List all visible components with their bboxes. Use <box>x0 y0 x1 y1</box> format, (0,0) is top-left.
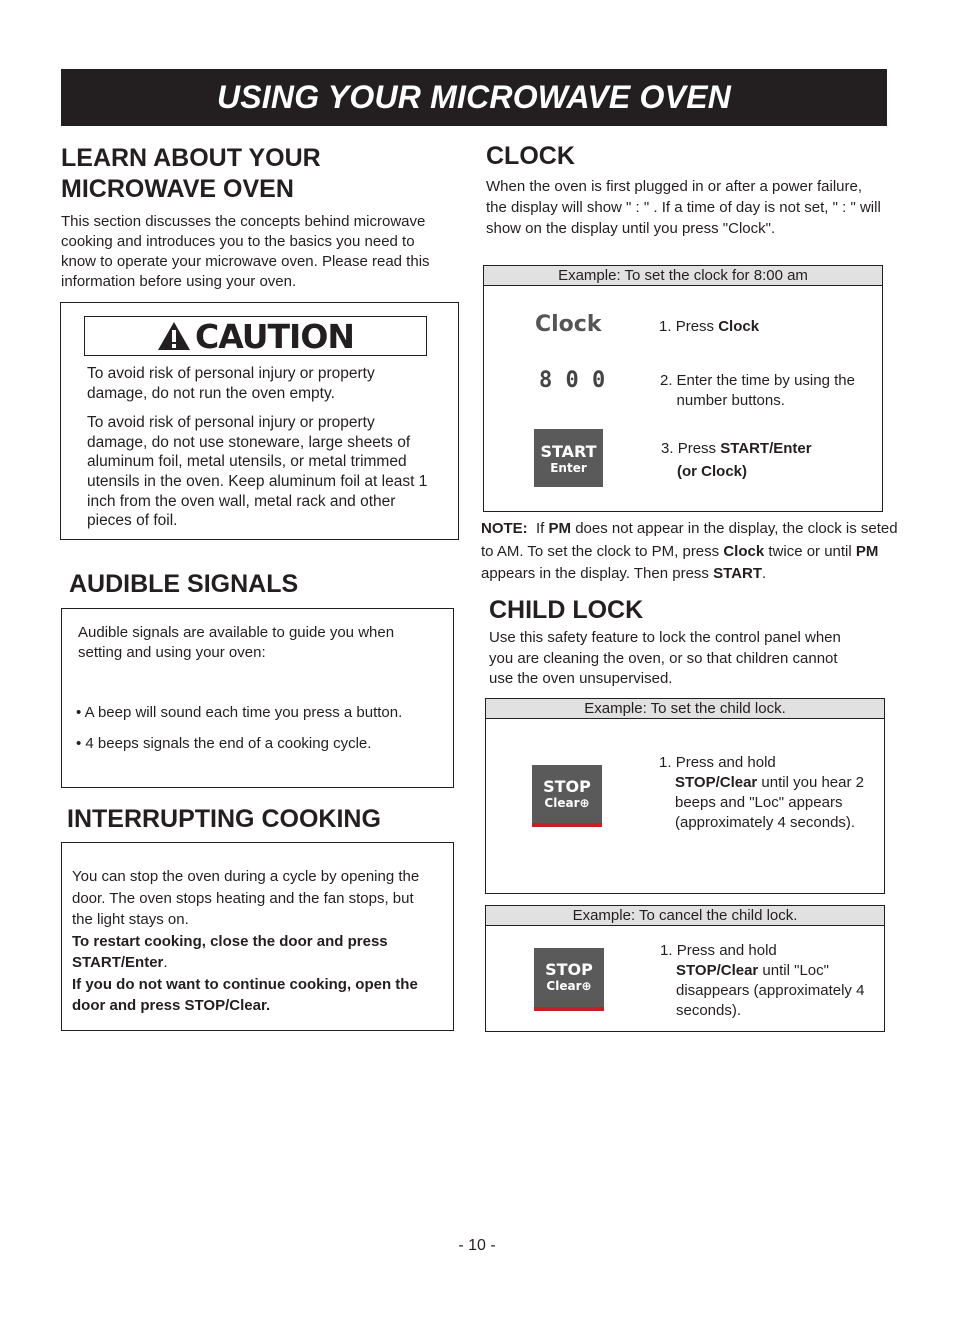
clock-step-2: 2. Enter the time by using the number buttons. <box>660 372 855 409</box>
childlock-heading: CHILD LOCK <box>489 596 644 624</box>
interrupting-heading: INTERRUPTING COOKING <box>67 805 381 833</box>
stop-clear-button[interactable]: STOP Clear⊕ <box>534 948 604 1011</box>
display-digits: 8 0 0 <box>539 368 606 393</box>
lock-icon: ⊕ <box>579 796 590 810</box>
clock-text: When the oven is first plugged in or after a power failure, the display will show " : " . If a time of day is not set, " : " will show on the display until you press "Clock". <box>486 178 881 237</box>
childlock-cancel-step: 1. Press and hold STOP/Clear until "Loc" disappears (approximately 4 seconds). <box>660 942 865 1019</box>
clock-step-3: 3. Press START/Enter (or Clock) <box>661 440 812 480</box>
interrupting-text: You can stop the oven during a cycle by opening the door. The oven stops heating and the fan stops, but the light stays on. To restart cooking, close the door and press START/Enter. If you do not want to continue cooking, open the door and press STOP/Clear. <box>72 868 420 1014</box>
audible-list <box>76 703 446 754</box>
page-title: USING YOUR MICROWAVE OVEN <box>216 79 732 115</box>
note-label: NOTE: <box>481 520 528 537</box>
clock-step-1: 1. Press Clock <box>659 318 760 335</box>
childlock-set-title: Example: To set the child lock. <box>486 699 884 719</box>
page-number: - 10 - <box>458 1237 496 1254</box>
stop-clear-button[interactable]: STOP Clear⊕ <box>532 765 602 827</box>
warning-icon <box>157 321 191 351</box>
audible-heading: AUDIBLE SIGNALS <box>69 570 299 598</box>
caution-para-2: To avoid risk of personal injury or property damage, do not use stoneware, large sheets of aluminum foil, metal utensils, or metal trimmed utensils in the oven. Keep aluminum foil at least 1 inch from the oven wall, metal rack and other pieces of foil. <box>87 414 428 530</box>
page-banner <box>61 69 887 126</box>
caution-title-box <box>84 316 427 356</box>
caution-para-1: To avoid risk of personal injury or property damage, do not run the oven empty. <box>87 365 375 402</box>
learn-text: This section discusses the concepts behind microwave cooking and introduces you to the basics you need to know to operate your microwave oven. Please read this information before using your oven. <box>61 213 430 290</box>
clock-note: NOTE: If PM does not appear in the display, the clock is seted to AM. To set the clock to PM, press Clock twice or until PM appears in the display. Then press START. <box>481 520 898 582</box>
audible-intro: Audible signals are available to guide you when setting and using your oven: <box>78 624 395 661</box>
caution-title: CAUTION <box>195 316 354 356</box>
lock-icon: ⊕ <box>581 979 592 993</box>
list-item: • A beep will sound each time you press a button. <box>76 704 403 721</box>
start-enter-button[interactable]: START Enter <box>534 429 603 487</box>
childlock-set-step: 1. Press and hold STOP/Clear until you hear 2 beeps and "Loc" appears (approximately 4 seconds). <box>659 754 865 831</box>
clock-heading: CLOCK <box>486 142 575 170</box>
clock-example-title: Example: To set the clock for 8:00 am <box>484 266 882 286</box>
caution-text <box>87 364 437 531</box>
childlock-cancel-title: Example: To cancel the child lock. <box>486 906 884 926</box>
list-item: • 4 beeps signals the end of a cooking cycle. <box>76 735 372 752</box>
childlock-text: Use this safety feature to lock the control panel when you are cleaning the oven, or so that children cannot use the oven unsupervised. <box>489 629 841 687</box>
learn-heading: LEARN ABOUT YOUR MICROWAVE OVEN <box>61 144 321 203</box>
display-clock-label: Clock <box>535 312 602 337</box>
